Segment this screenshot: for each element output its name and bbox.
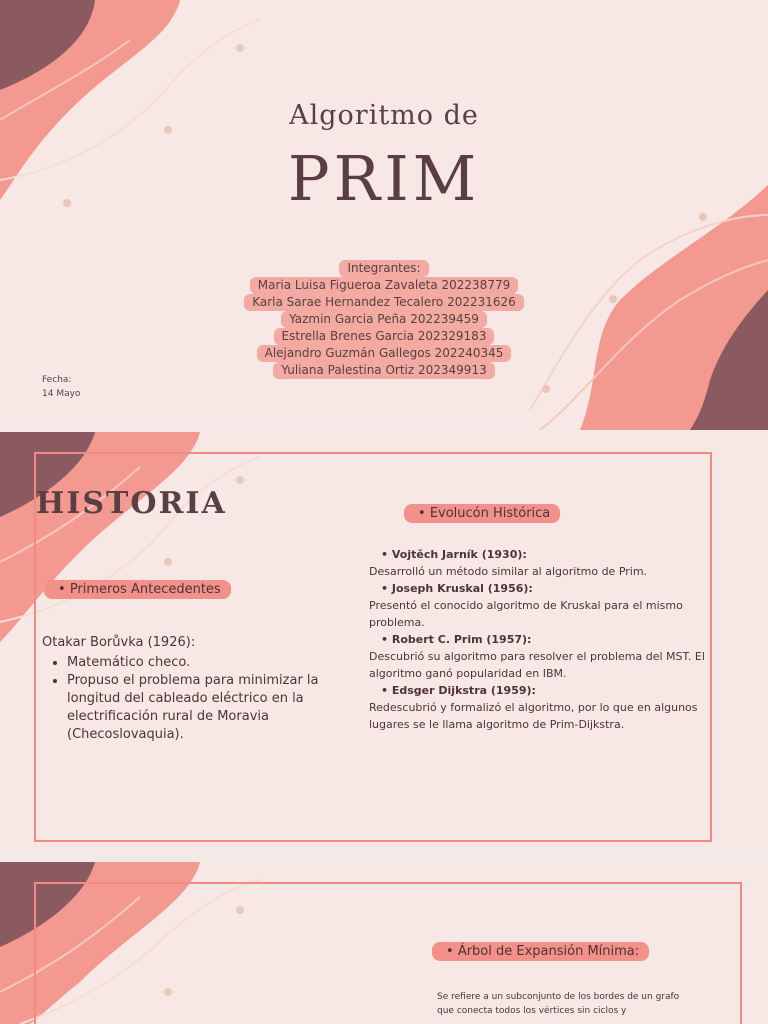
- timeline-name: • Joseph Kruskal (1956):: [369, 580, 709, 597]
- member-name: Karla Sarae Hernandez Tecalero 202231626: [244, 294, 524, 311]
- section-pill: • Árbol de Expansión Mínima:: [432, 942, 649, 961]
- date-block: [42, 373, 80, 401]
- right-section-pill: • Evolucón Histórica: [404, 504, 560, 523]
- date-value: 14 Mayo: [42, 389, 81, 399]
- member-name: Maria Luisa Figueroa Zavaleta 202238779: [250, 277, 518, 294]
- left-section-text: [42, 634, 342, 744]
- member-name: Estrella Brenes Garcia 202329183: [274, 328, 495, 345]
- member-name: Alejandro Guzmán Gallegos 202240345: [257, 345, 512, 362]
- timeline-text: Descubrió su algoritmo para resolver el problema del MST. El algoritmo ganó popularidad en IBM.: [369, 650, 705, 680]
- left-section-pill: • Primeros Antecedentes: [44, 580, 231, 599]
- timeline-text: Redescubrió y formalizó el algoritmo, por lo que en algunos lugares se le llama algoritmo de Prim-Dijkstra.: [369, 701, 698, 731]
- list-item: • Matemático checo.: [67, 654, 342, 672]
- timeline-name: • Vojtěch Jarník (1930):: [369, 546, 709, 563]
- timeline-list: [369, 546, 709, 733]
- bullet-list: [42, 654, 342, 744]
- timeline-text: Desarrolló un método similar al algoritmo de Prim.: [369, 565, 648, 578]
- mst-slide: [0, 862, 768, 1024]
- member-name: Yazmin Garcia Peña 202239459: [281, 311, 487, 328]
- members-list: [0, 260, 768, 379]
- title-prefix: Algoritmo de: [289, 100, 479, 131]
- timeline-name: • Robert C. Prim (1957):: [369, 631, 709, 648]
- member-name: Yuliana Palestina Ortiz 202349913: [273, 362, 494, 379]
- person-name: Otakar Borůvka (1926):: [42, 635, 196, 650]
- definition-text: Se refiere a un subconjunto de los bordes de un grafo que conecta todos los vértices sin ciclos y: [437, 992, 680, 1016]
- list-item: • Propuso el problema para minimizar la longitud del cableado eléctrico en la electrificación rural de Moravia (Checoslovaquia).: [67, 672, 342, 744]
- section-heading: HISTORIA: [36, 486, 227, 521]
- date-label: Fecha:: [42, 375, 72, 385]
- page-title: PRIM: [287, 142, 481, 215]
- history-slide: [0, 432, 768, 850]
- timeline-text: Presentó el conocido algoritmo de Kruskal para el mismo problema.: [369, 599, 683, 629]
- members-header: Integrantes:: [339, 260, 428, 277]
- timeline-name: • Edsger Dijkstra (1959):: [369, 682, 709, 699]
- title-slide: [0, 0, 768, 430]
